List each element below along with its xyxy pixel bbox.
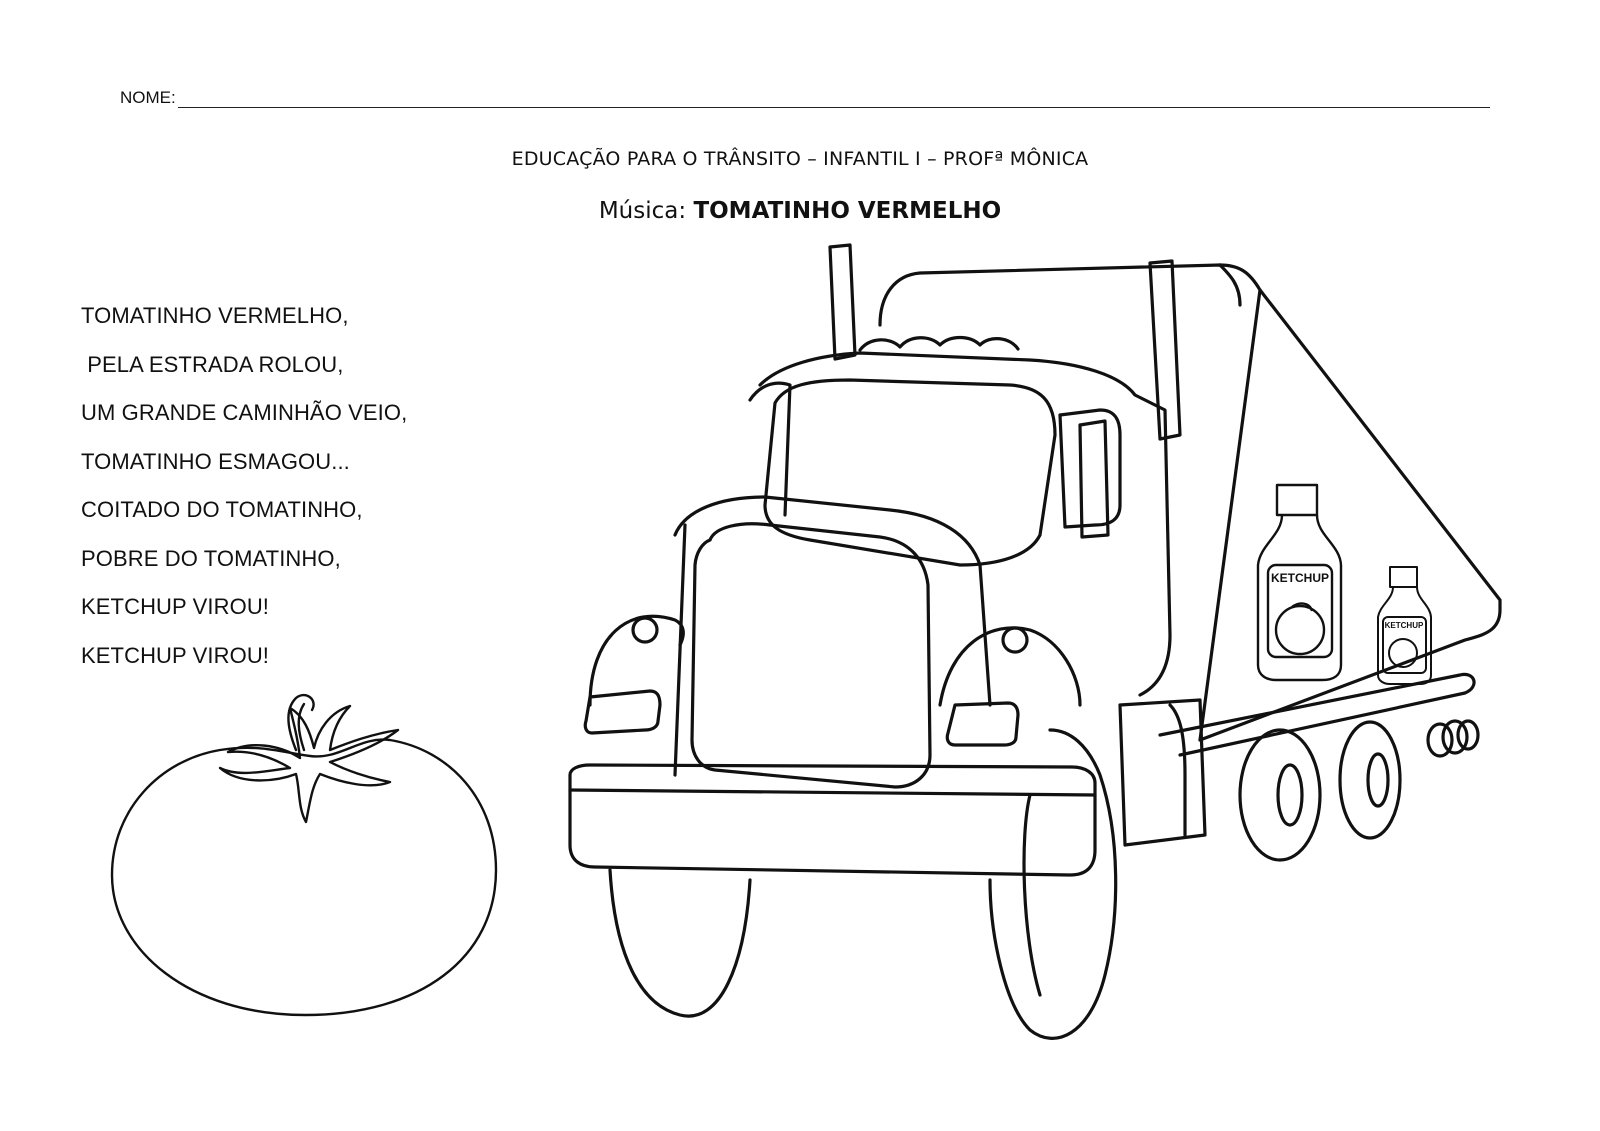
lyric-line: KETCHUP VIROU!: [81, 642, 270, 668]
song-title-line: [0, 198, 1600, 224]
ketchup-label-small: KETCHUP: [1384, 621, 1424, 630]
ketchup-bottle-large: [1258, 485, 1341, 680]
tomato-icon: [100, 690, 520, 1030]
lyric-line: COITADO DO TOMATINHO,: [81, 497, 363, 522]
lyric-line: TOMATINHO VERMELHO,: [81, 303, 349, 328]
name-underline[interactable]: [178, 89, 1490, 108]
lyric-line: POBRE DO TOMATINHO,: [81, 545, 341, 571]
song-title: TOMATINHO VERMELHO: [693, 198, 1002, 224]
song-prefix: Música:: [598, 198, 687, 224]
ketchup-bottle-small: [1378, 567, 1431, 684]
lyric-line: TOMATINHO ESMAGOU...: [81, 448, 350, 474]
lyric-line: UM GRANDE CAMINHÃO VEIO,: [81, 400, 408, 425]
worksheet-header: EDUCAÇÃO PARA O TRÂNSITO – INFANTIL I – PROFª MÔNICA: [511, 148, 1089, 170]
name-field[interactable]: [120, 84, 1490, 108]
ketchup-label-large: KETCHUP: [1270, 571, 1330, 585]
lyric-line: PELA ESTRADA ROLOU,: [81, 351, 344, 377]
lyrics-block: [81, 292, 407, 680]
truck-icon: [560, 235, 1520, 1055]
name-label: NOME:: [120, 88, 176, 107]
lyric-line: KETCHUP VIROU!: [81, 594, 270, 619]
